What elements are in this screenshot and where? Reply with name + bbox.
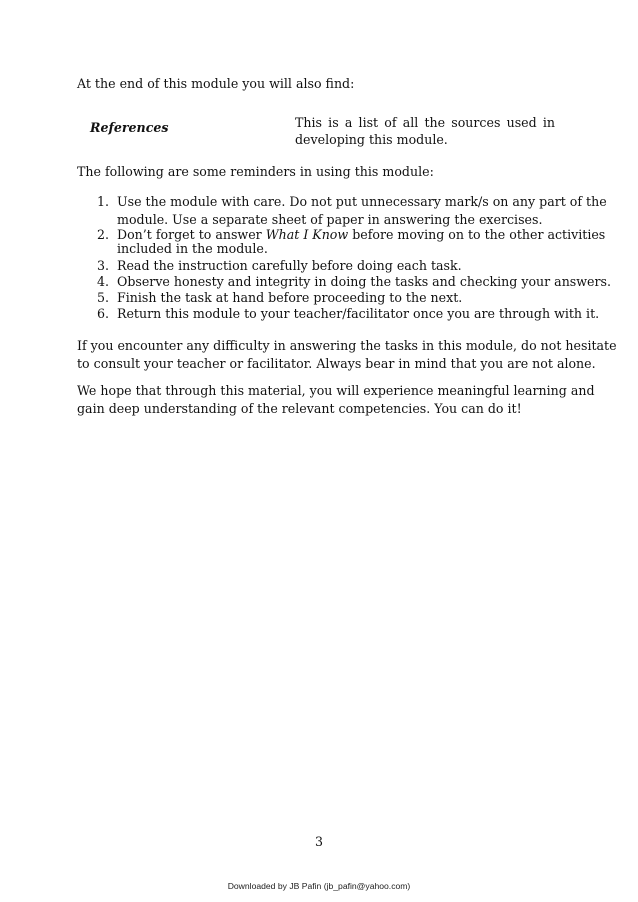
- difficulty-paragraph: [77, 337, 617, 373]
- list-item-number: 3.: [96, 258, 109, 273]
- list-item-2-text-after: before moving on to the other activities: [348, 227, 606, 242]
- list-item-number: 4.: [96, 274, 109, 289]
- page-number: 3: [314, 834, 323, 849]
- references-term: References: [90, 120, 169, 135]
- list-item-number: 2.: [96, 227, 109, 242]
- references-description-line-2: developing this module.: [295, 132, 448, 147]
- list-item-number: 6.: [96, 306, 109, 321]
- references-description-line-1: This is a list of all the sources used in: [295, 115, 555, 130]
- intro-line: At the end of this module you will also find:: [77, 76, 355, 91]
- list-item-2-text: Don’t forget to answer: [117, 227, 266, 242]
- hope-paragraph: [77, 382, 595, 418]
- list-item-4-line-1: Observe honesty and integrity in doing the tasks and checking your answers.: [117, 274, 611, 289]
- list-item-number: 1.: [96, 194, 109, 209]
- list-item-2-line-2: included in the module.: [117, 241, 268, 256]
- hope-paragraph-line-1: We hope that through this material, you will experience meaningful learning and: [77, 383, 595, 398]
- difficulty-paragraph-line-1: If you encounter any difficulty in answering the tasks in this module, do not hesitate: [77, 338, 617, 353]
- list-item-1-line-2: module. Use a separate sheet of paper in answering the exercises.: [117, 212, 543, 227]
- reminders-intro: The following are some reminders in using this module:: [77, 164, 434, 179]
- list-item-6-line-1: Return this module to your teacher/facilitator once you are through with it.: [117, 306, 600, 321]
- what-i-know-emphasis: What I Know: [265, 227, 349, 242]
- hope-paragraph-line-2: gain deep understanding of the relevant competencies. You can do it!: [77, 401, 522, 416]
- list-item-3-line-1: Read the instruction carefully before doing each task.: [117, 258, 462, 273]
- list-item-number: 5.: [96, 290, 109, 305]
- list-item-5-line-1: Finish the task at hand before proceeding to the next.: [117, 290, 463, 305]
- list-item-1-line-1: Use the module with care. Do not put unnecessary mark/s on any part of the: [117, 194, 607, 209]
- difficulty-paragraph-line-2: to consult your teacher or facilitator. Always bear in mind that you are not alone.: [77, 356, 596, 371]
- download-footer: Downloaded by JB Pafin (jb_pafin@yahoo.com): [227, 881, 411, 891]
